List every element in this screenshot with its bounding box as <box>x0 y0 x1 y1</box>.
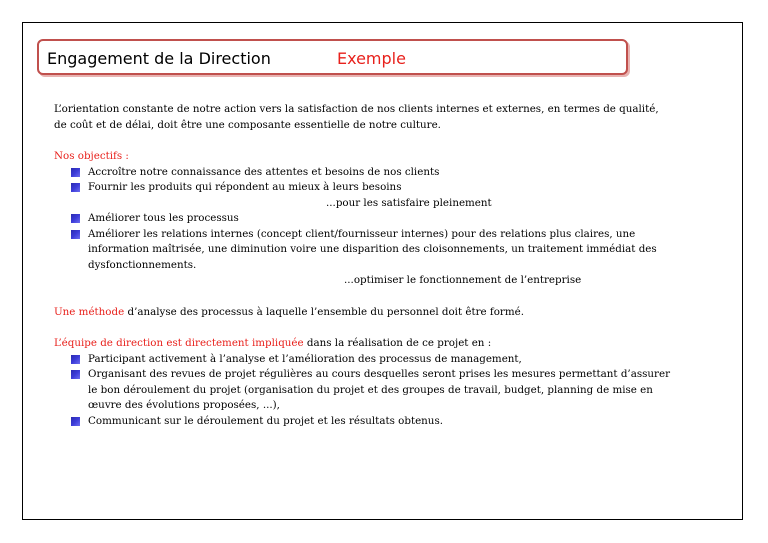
team-paragraph <box>54 336 674 352</box>
square-bullet-icon <box>71 183 80 192</box>
method-paragraph <box>54 305 674 321</box>
list-item: Participant activement à l’analyse et l’amélioration des processus de management, <box>70 352 674 368</box>
method-text: d’analyse des processus à laquelle l’ensemble du personnel doit être formé. <box>124 305 524 318</box>
square-bullet-icon <box>71 417 80 426</box>
list-item: Fournir les produits qui répondent au mieux à leurs besoins <box>70 180 674 196</box>
slide-content <box>54 102 674 429</box>
team-highlight: L’équipe de direction est directement impliquée <box>54 337 304 349</box>
square-bullet-icon <box>71 370 80 379</box>
square-bullet-icon <box>71 214 80 223</box>
square-bullet-icon <box>71 230 80 239</box>
objectives-heading: Nos objectifs : <box>54 150 129 162</box>
list-item: Accroître notre connaissance des attentes et besoins de nos clients <box>70 165 674 181</box>
list-item: Communicant sur le déroulement du projet et les résultats obtenus. <box>70 414 674 430</box>
list-item: Améliorer les relations internes (concept client/fournisseur internes) pour des relations plus claires, une information maîtrisée, une diminution voire une disparition des cloisonnements, un traitement immédiat des dysfonctionnements. <box>70 227 674 274</box>
objectives-list-2 <box>54 211 674 273</box>
title-box <box>37 39 628 75</box>
objectives-note-2: ...optimiser le fonctionnement de l’entreprise <box>344 274 582 286</box>
objectives-list-1 <box>54 165 674 196</box>
page-title: Engagement de la Direction <box>47 49 271 68</box>
team-list <box>54 352 674 430</box>
example-label: Exemple <box>337 49 406 68</box>
intro-paragraph: L’orientation constante de notre action vers la satisfaction de nos clients internes et externes, en termes de qualité, de coût et de délai, doit être une composante essentielle de notre culture. <box>54 103 659 131</box>
square-bullet-icon <box>71 355 80 364</box>
objectives-note-1: ...pour les satisfaire pleinement <box>326 196 492 209</box>
list-item: Améliorer tous les processus <box>70 211 674 227</box>
team-text: dans la réalisation de ce projet en : <box>303 337 492 349</box>
list-item: Organisant des revues de projet régulières au cours desquelles seront prises les mesures permettant d’assurer le bon déroulement du projet (organisation du projet et des groupes de travail, budget, planning de mise en œuvre des évolutions proposées, ...), <box>70 367 674 414</box>
square-bullet-icon <box>71 168 80 177</box>
method-highlight: Une méthode <box>54 305 125 318</box>
